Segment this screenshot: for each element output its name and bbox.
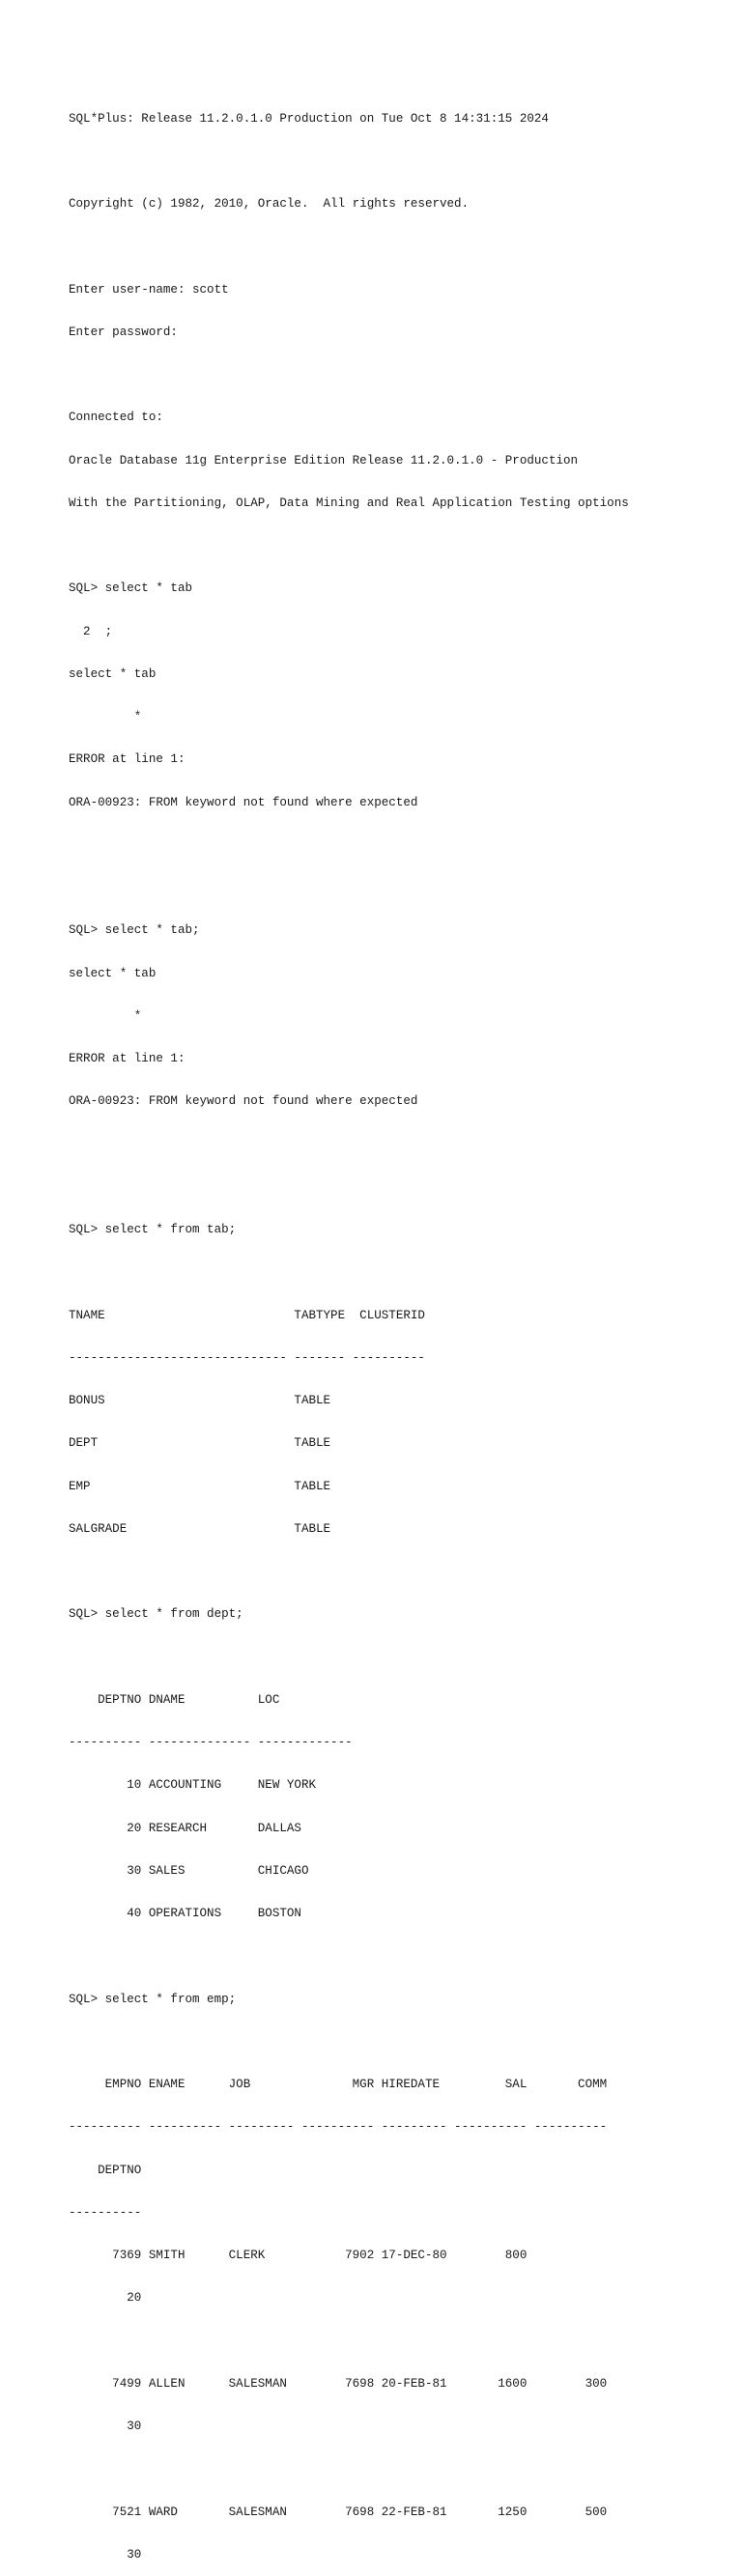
console-line: Oracle Database 11g Enterprise Edition Release 11.2.0.1.0 - Production — [69, 453, 579, 467]
console-line — [69, 1265, 726, 1280]
console-line: SQL> select * tab; — [69, 923, 200, 938]
console-line: SQL> select * tab — [69, 581, 192, 596]
console-line: 30 — [69, 2420, 142, 2433]
console-line — [69, 2035, 726, 2050]
console-line — [69, 1949, 726, 1964]
console-line — [69, 1138, 726, 1152]
console-line: select * tab — [69, 666, 157, 681]
sqlplus-console-output — [69, 83, 726, 2576]
console-line: ------------------------------ ------- ---------- — [69, 1350, 425, 1365]
console-line — [69, 2462, 726, 2477]
console-line: BONUS TABLE — [69, 1394, 331, 1407]
console-line — [69, 539, 726, 553]
console-line: * — [69, 710, 142, 723]
console-line: EMPNO ENAME JOB MGR HIREDATE SAL COMM — [69, 2078, 608, 2091]
console-line: 30 — [69, 2547, 142, 2562]
console-line — [69, 1180, 726, 1195]
console-line: ---------- -------------- ------------- — [69, 1736, 353, 1749]
console-line — [69, 155, 726, 169]
console-line: Copyright (c) 1982, 2010, Oracle. All rights reserved. — [69, 197, 470, 211]
console-line: Enter user-name: scott — [69, 282, 229, 297]
console-line — [69, 1651, 726, 1665]
console-line: SALGRADE TABLE — [69, 1521, 331, 1536]
console-line: SQL> select * from emp; — [69, 1992, 237, 2006]
console-line: SQL> select * from dept; — [69, 1607, 243, 1622]
console-line: 7369 SMITH CLERK 7902 17-DEC-80 800 — [69, 2249, 528, 2262]
console-line — [69, 368, 726, 382]
console-line — [69, 1565, 726, 1579]
console-line: ---------- — [69, 2205, 142, 2220]
console-line: * — [69, 1008, 142, 1023]
console-line — [69, 838, 726, 853]
console-line: DEPTNO — [69, 2163, 142, 2177]
console-line: ---------- ---------- --------- ---------- --------- ---------- ---------- — [69, 2120, 608, 2135]
console-line: 40 OPERATIONS BOSTON — [69, 1907, 301, 1920]
console-line: ORA-00923: FROM keyword not found where expected — [69, 795, 418, 809]
console-line: DEPT TABLE — [69, 1436, 331, 1451]
console-line: select * tab — [69, 966, 157, 980]
console-line — [69, 2335, 726, 2349]
console-line: 30 SALES CHICAGO — [69, 1863, 309, 1878]
console-line: 20 — [69, 2291, 142, 2306]
console-line: 7499 ALLEN SALESMAN 7698 20-FEB-81 1600 300 — [69, 2376, 608, 2391]
console-line: 7521 WARD SALESMAN 7698 22-FEB-81 1250 500 — [69, 2505, 608, 2519]
console-line: ORA-00923: FROM keyword not found where expected — [69, 1094, 418, 1109]
console-line: 20 RESEARCH DALLAS — [69, 1821, 301, 1835]
console-line: SQL> select * from tab; — [69, 1223, 237, 1236]
console-line: Connected to: — [69, 410, 163, 425]
console-line: ERROR at line 1: — [69, 1052, 186, 1065]
console-line — [69, 240, 726, 254]
console-line: With the Partitioning, OLAP, Data Mining and Real Application Testing options — [69, 495, 629, 510]
console-line: 2 ; — [69, 624, 113, 638]
console-line: ERROR at line 1: — [69, 752, 186, 767]
console-line: SQL*Plus: Release 11.2.0.1.0 Production on Tue Oct 8 14:31:15 2024 — [69, 111, 549, 126]
console-line: DEPTNO DNAME LOC — [69, 1692, 280, 1707]
console-line: TNAME TABTYPE CLUSTERID — [69, 1308, 425, 1322]
console-line: Enter password: — [69, 325, 178, 339]
console-line: 10 ACCOUNTING NEW YORK — [69, 1778, 316, 1793]
console-line — [69, 881, 726, 895]
console-line: EMP TABLE — [69, 1479, 331, 1493]
